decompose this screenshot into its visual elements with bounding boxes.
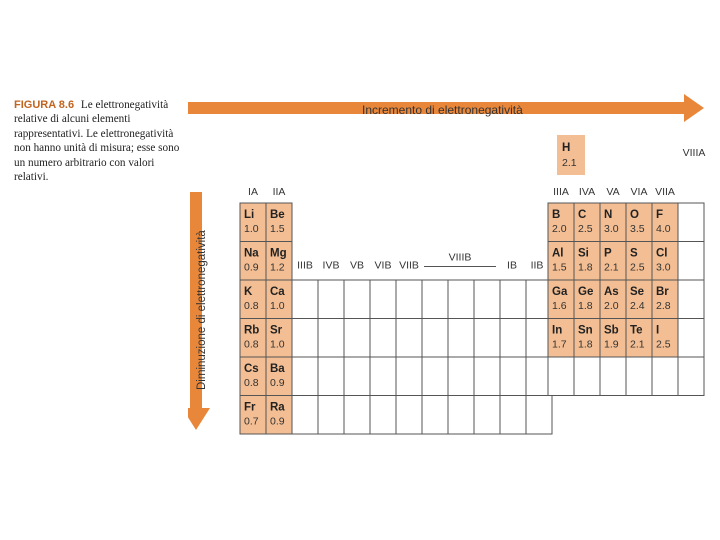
element-value: 2.5 xyxy=(656,338,671,351)
element-symbol: Sn xyxy=(578,324,593,337)
empty-cell xyxy=(370,280,396,319)
element-value: 2.1 xyxy=(630,338,645,351)
empty-cell xyxy=(626,357,652,396)
element-value: 1.9 xyxy=(604,338,619,351)
element-symbol: Ba xyxy=(270,363,285,375)
empty-cell xyxy=(600,357,626,396)
empty-cell xyxy=(678,280,704,319)
element-value: 2.8 xyxy=(656,300,671,312)
element-value: 1.5 xyxy=(270,223,285,235)
empty-cell xyxy=(370,319,396,358)
empty-cell xyxy=(448,396,474,435)
empty-cell xyxy=(422,396,448,435)
element-value: 2.5 xyxy=(630,261,645,274)
group-label-vib: VIB xyxy=(374,259,392,272)
group-label-ivb: IVB xyxy=(322,259,340,272)
element-value: 0.9 xyxy=(270,377,285,389)
group-label-ib: IB xyxy=(507,259,517,272)
empty-cell xyxy=(500,396,526,435)
element-symbol: O xyxy=(630,209,639,221)
empty-cell xyxy=(396,396,422,435)
decrease-arrow-label: Diminuzione di elettronegatività xyxy=(196,230,208,390)
empty-cell xyxy=(474,357,500,396)
empty-cell xyxy=(344,357,370,396)
group-label-iiib: IIIB xyxy=(297,259,313,272)
empty-cell xyxy=(678,357,704,396)
element-symbol: Ga xyxy=(552,286,568,298)
empty-cell xyxy=(292,396,318,435)
element-symbol: I xyxy=(656,324,660,337)
element-symbol: Te xyxy=(630,324,643,337)
empty-cell xyxy=(448,319,474,358)
element-symbol: Sr xyxy=(270,324,283,337)
element-symbol: Ca xyxy=(270,286,285,298)
element-symbol: Mg xyxy=(270,247,287,260)
empty-cell xyxy=(500,357,526,396)
empty-cell xyxy=(574,357,600,396)
element-symbol: Li xyxy=(244,209,255,221)
empty-cell xyxy=(474,319,500,358)
element-symbol: Fr xyxy=(244,401,256,414)
element-symbol: B xyxy=(552,209,561,221)
element-symbol: Rb xyxy=(244,324,260,337)
group-label-viiib: VIIIB xyxy=(448,251,472,264)
element-symbol: As xyxy=(604,286,619,298)
empty-cell xyxy=(344,319,370,358)
empty-cell xyxy=(344,280,370,319)
element-symbol: F xyxy=(656,209,664,221)
element-value: 2.1 xyxy=(604,261,619,274)
element-value: 1.8 xyxy=(578,338,593,351)
element-value: 1.8 xyxy=(578,261,593,274)
element-value: 0.9 xyxy=(270,415,285,428)
element-value: 0.9 xyxy=(244,261,259,274)
empty-cell xyxy=(474,396,500,435)
element-value: 1.7 xyxy=(552,338,567,351)
element-symbol: Na xyxy=(244,247,259,260)
empty-cell xyxy=(448,357,474,396)
element-symbol: Al xyxy=(552,247,564,260)
empty-cell xyxy=(474,280,500,319)
empty-cell xyxy=(292,280,318,319)
element-value: 3.0 xyxy=(656,261,671,274)
group-label-via: VIA xyxy=(630,186,648,198)
element-value: 2.4 xyxy=(630,300,645,312)
element-symbol: Ge xyxy=(578,286,594,298)
hydrogen-symbol: H xyxy=(562,142,571,154)
empty-cell xyxy=(526,396,552,435)
empty-cell xyxy=(344,396,370,435)
group-label-iiia: IIIA xyxy=(553,186,569,198)
element-symbol: P xyxy=(604,247,612,260)
empty-cell xyxy=(292,319,318,358)
element-value: 0.8 xyxy=(244,300,259,312)
element-symbol: Br xyxy=(656,286,669,298)
element-value: 2.0 xyxy=(604,300,619,312)
group-label-iva: IVA xyxy=(578,186,596,198)
group-label-viib: VIIB xyxy=(399,259,419,272)
element-value: 2.0 xyxy=(552,223,567,235)
group-label-viia: VIIA xyxy=(655,186,675,198)
element-value: 1.8 xyxy=(578,300,593,312)
empty-cell xyxy=(396,357,422,396)
group-label-va: VA xyxy=(606,186,620,198)
element-symbol: N xyxy=(604,209,613,221)
empty-cell xyxy=(318,357,344,396)
element-value: 0.7 xyxy=(244,415,259,428)
element-value: 1.0 xyxy=(270,300,285,312)
element-value: 3.0 xyxy=(604,223,619,235)
empty-cell xyxy=(548,357,574,396)
element-symbol: In xyxy=(552,324,563,337)
empty-cell xyxy=(652,357,678,396)
empty-cell xyxy=(678,203,704,242)
element-value: 2.5 xyxy=(578,223,593,235)
element-value: 0.8 xyxy=(244,377,259,389)
element-symbol: C xyxy=(578,209,587,221)
element-symbol: Sb xyxy=(604,324,619,337)
empty-cell xyxy=(318,280,344,319)
element-symbol: Si xyxy=(578,247,589,260)
empty-cell xyxy=(370,396,396,435)
empty-cell xyxy=(292,357,318,396)
empty-cell xyxy=(422,357,448,396)
element-symbol: Be xyxy=(270,209,285,221)
figure-label: FIGURA 8.6 xyxy=(14,99,75,111)
empty-cell xyxy=(500,319,526,358)
element-symbol: Cs xyxy=(244,363,259,375)
empty-cell xyxy=(396,280,422,319)
caption-text: Le elettronegatività relative di alcuni elementi rappresentativi. Le elettronegatività non hanno unità di misura; esse sono un numero arbitrario con valori relativi. xyxy=(14,99,180,184)
element-symbol: Cl xyxy=(656,247,668,260)
element-value: 4.0 xyxy=(656,223,671,235)
increase-arrow-label: Incremento di elettronegatività xyxy=(362,103,523,117)
empty-cell xyxy=(422,280,448,319)
empty-cell xyxy=(318,396,344,435)
empty-cell xyxy=(396,319,422,358)
element-symbol: S xyxy=(630,247,638,260)
element-symbol: Ra xyxy=(270,401,285,414)
empty-cell xyxy=(422,319,448,358)
element-symbol: Se xyxy=(630,286,645,298)
group-label-iib: IIB xyxy=(530,259,544,272)
empty-cell xyxy=(678,242,704,281)
element-symbol: K xyxy=(244,286,253,298)
element-value: 1.0 xyxy=(244,223,259,235)
group-label-viiia: VIIIA xyxy=(682,147,706,159)
group-label-ia: IA xyxy=(248,186,258,198)
hydrogen-value: 2.1 xyxy=(562,157,577,169)
element-value: 0.8 xyxy=(244,338,259,351)
empty-cell xyxy=(500,280,526,319)
element-value: 3.5 xyxy=(630,223,645,235)
group-label-iia: IIA xyxy=(272,186,286,198)
group-label-vb: VB xyxy=(349,259,365,272)
element-value: 1.2 xyxy=(270,261,285,274)
empty-cell xyxy=(318,319,344,358)
hydrogen-cell xyxy=(557,135,585,175)
empty-cell xyxy=(370,357,396,396)
element-value: 1.5 xyxy=(552,261,567,274)
element-value: 1.6 xyxy=(552,300,567,312)
empty-cell xyxy=(448,280,474,319)
element-value: 1.0 xyxy=(270,338,285,351)
empty-cell xyxy=(678,319,704,358)
